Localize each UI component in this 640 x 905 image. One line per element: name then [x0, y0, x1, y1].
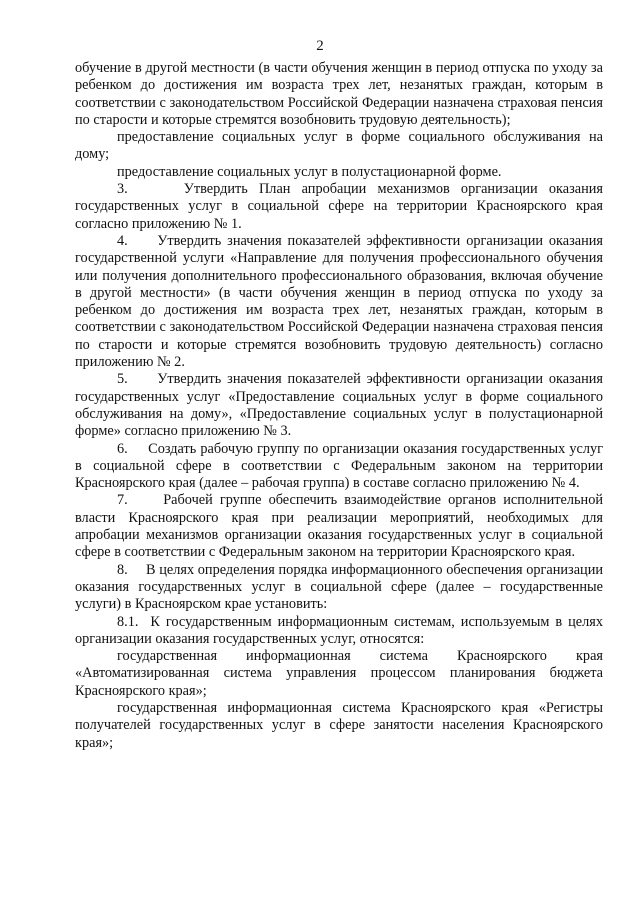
document-body — [75, 60, 603, 752]
paragraph-item-8-1: 8.1. К государственным информационным системам, используемым в целях организации оказания государственных услуг, относятся: — [75, 613, 603, 647]
paragraph-semi-stationary-services: предоставление социальных услуг в полустационарной форме. — [117, 163, 502, 180]
paragraph-home-social-services: предоставление социальных услуг в форме социального обслуживания на дому; — [75, 129, 603, 163]
paragraph-employment-registers-system: государственная информационная система Красноярского края «Регистры получателей государственных услуг в сфере занятости населения Красноярского края»; — [75, 699, 603, 751]
page-number: 2 — [316, 38, 324, 54]
paragraph-item-3: 3. Утвердить План апробации механизмов организации оказания государственных услуг в социальной сфере на территории Красноярского края согласно приложению № 1. — [75, 181, 603, 232]
paragraph-item-6: 6. Создать рабочую группу по организации оказания государственных услуг в социальной сфере в соответствии с Федеральным законом на территории Красноярского края (далее – рабочая группа) в составе согласно приложению № 4. — [75, 440, 603, 492]
paragraph-item-8: 8. В целях определения порядка информационного обеспечения организации оказания государственных услуг в социальной сфере (далее – государственные услуги) в Красноярском крае установить: — [75, 561, 603, 613]
paragraph-continuation: обучение в другой местности (в части обучения женщин в период отпуска по уходу за ребенком до достижения им возраста трех лет, незанятых граждан, которым в соответствии с законодательством Российской Федерации назначена страховая пенсия по старости и которые стремятся возобновить трудовую деятельность); — [75, 60, 603, 128]
paragraph-item-4: 4. Утвердить значения показателей эффективности организации оказания государственной услуги «Направление для получения профессионального обучения или получения дополнительного профессионального образования, включая обучение в другой местности» (в части обучения женщин в период отпуска по уходу за ребенком до достижения им возраста трех лет, незанятых граждан, которым в соответствии с законодательством Российской Федерации назначена страховая пенсия по старости и которые стремятся возобновить трудовую деятельность) согласно приложению № 2. — [75, 232, 603, 371]
paragraph-item-5: 5. Утвердить значения показателей эффективности организации оказания государственных услуг «Предоставление социальных услуг в форме социального обслуживания на дому», «Предоставление социальных услуг в полустационарной форме» согласно приложению № 3. — [75, 371, 603, 440]
paragraph-item-7: 7. Рабочей группе обеспечить взаимодействие органов исполнительной власти Красноярского края при реализации мероприятий, необходимых для апробации механизмов организации оказания государственных услуг в социальной сфере в соответствии с Федеральным законом на территории Красноярского края. — [75, 492, 603, 561]
paragraph-budget-planning-system: государственная информационная система Красноярского края «Автоматизированная система управления процессом планирования бюджета Красноярского края»; — [75, 648, 603, 699]
